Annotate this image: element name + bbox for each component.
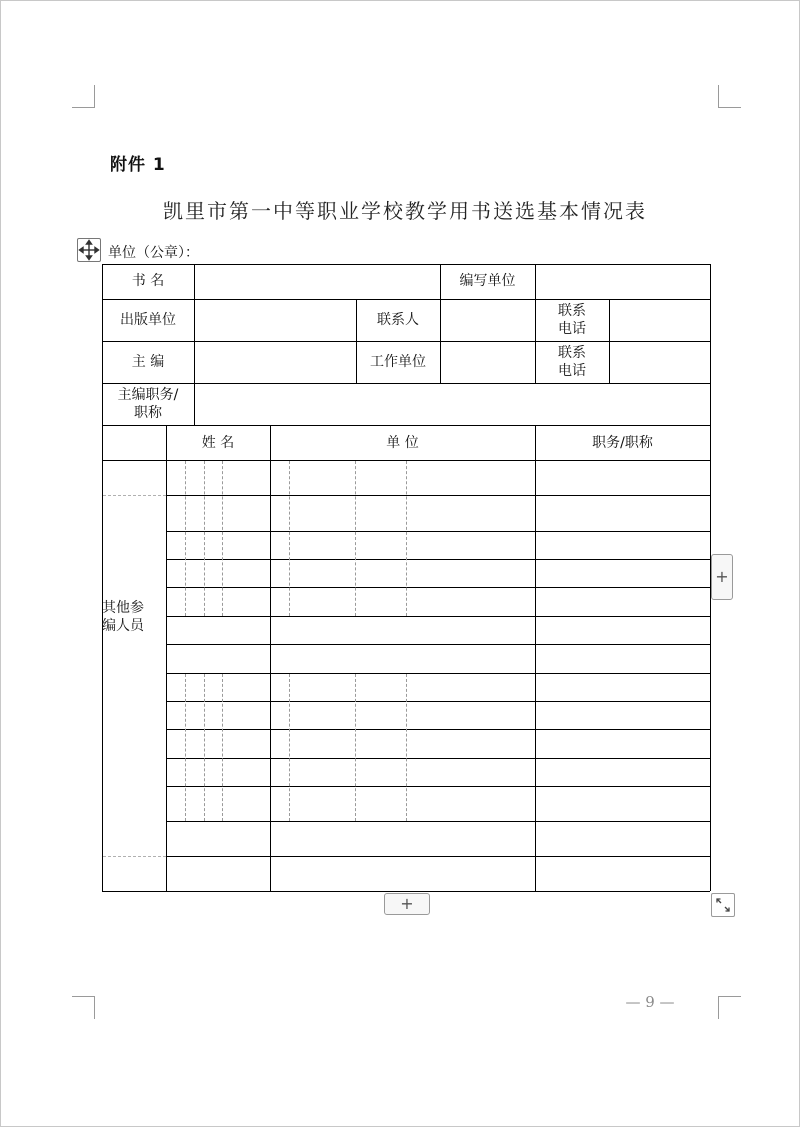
table-move-handle-icon[interactable] bbox=[77, 238, 101, 262]
col-header-title: 职务/职称 bbox=[592, 435, 653, 451]
other-staff-label: 其他参 编人员 bbox=[102, 600, 144, 634]
chief-editor-label: 主 编 bbox=[131, 354, 165, 370]
margin-corner-bottom-right bbox=[718, 996, 741, 1019]
publisher-label: 出版单位 bbox=[120, 312, 176, 328]
add-row-button[interactable]: + bbox=[384, 893, 430, 915]
col-header-unit: 单 位 bbox=[386, 435, 419, 451]
document-title: 凯里市第一中等职业学校教学用书送选基本情况表 bbox=[163, 199, 647, 223]
compile-unit-field[interactable] bbox=[536, 265, 710, 299]
margin-corner-bottom-left bbox=[72, 996, 95, 1019]
contact-person-label: 联系人 bbox=[377, 312, 419, 328]
work-unit-field[interactable] bbox=[441, 342, 535, 383]
chief-editor-field[interactable] bbox=[195, 342, 356, 383]
editor-title-label: 主编职务/ 职称 bbox=[117, 387, 179, 421]
contact-phone-label-2: 联系 电话 bbox=[558, 345, 586, 379]
table-resize-icon[interactable] bbox=[711, 893, 735, 917]
book-name-field[interactable] bbox=[195, 265, 440, 299]
col-header-name: 姓 名 bbox=[201, 435, 235, 451]
attachment-label: 附件 1 bbox=[110, 155, 166, 175]
contact-phone-label: 联系 电话 bbox=[558, 303, 586, 337]
margin-corner-top-left bbox=[72, 85, 95, 108]
work-unit-label: 工作单位 bbox=[370, 354, 426, 370]
publisher-field[interactable] bbox=[195, 300, 356, 341]
unit-seal-label: 单位（公章）： bbox=[108, 245, 199, 261]
compile-unit-label: 编写单位 bbox=[459, 273, 516, 289]
book-name-label: 书 名 bbox=[131, 273, 165, 289]
page-number: — 9 — bbox=[625, 993, 675, 1011]
add-column-button[interactable]: + bbox=[711, 554, 733, 600]
contact-phone-field-2[interactable] bbox=[610, 342, 710, 383]
editor-title-field[interactable] bbox=[195, 384, 710, 425]
contact-phone-field[interactable] bbox=[610, 300, 710, 341]
contact-person-field[interactable] bbox=[441, 300, 535, 341]
margin-corner-top-right bbox=[718, 85, 741, 108]
